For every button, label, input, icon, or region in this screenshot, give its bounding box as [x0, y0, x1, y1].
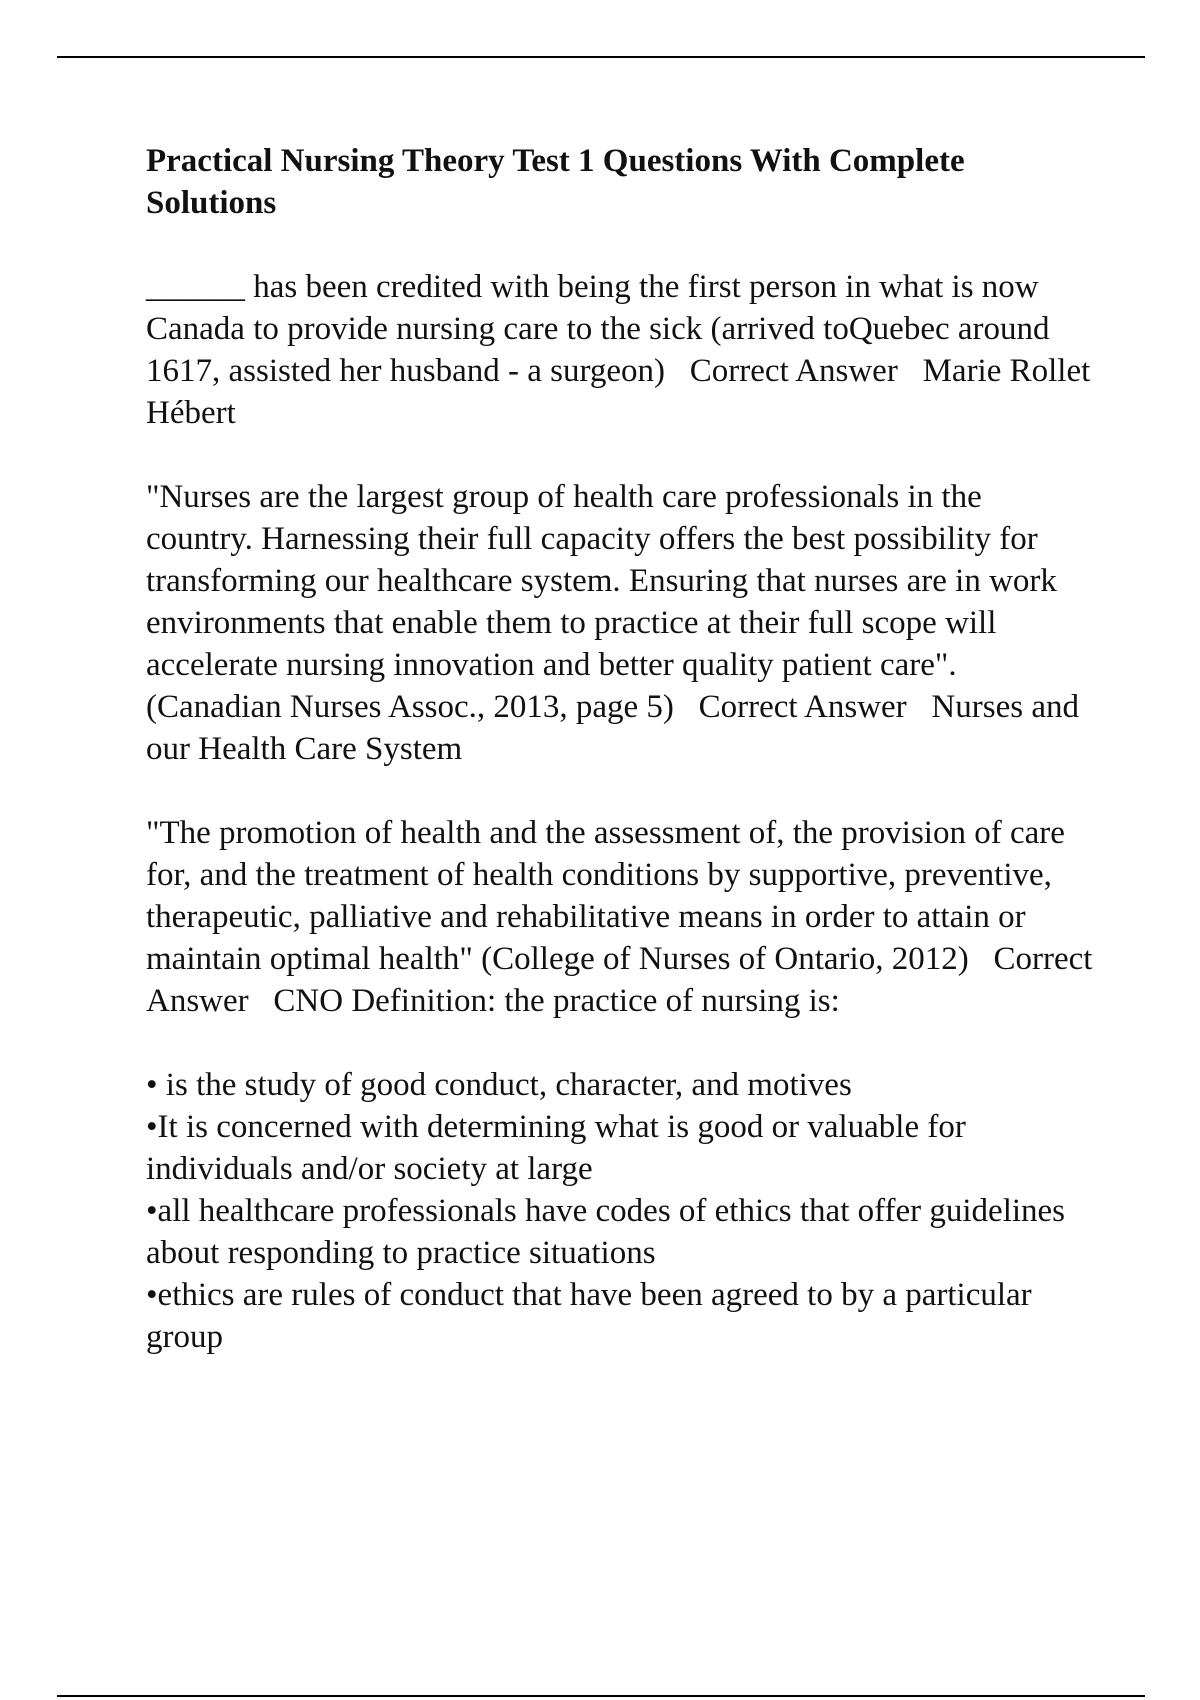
question-text: "The promotion of health and the assessment of, the provision of care for, and the treatment of health conditions by supportive, preventive, therapeutic, palliative and rehabilitative means in order to attain or maintain optimal health" (College of Nurses of Ontario, 2012)	[146, 815, 1074, 977]
bullet-item: • is the study of good conduct, character, and motives	[146, 1067, 852, 1103]
answer-text: CNO Definition: the practice of nursing is:	[273, 983, 840, 1019]
answer-label: Correct Answer	[682, 689, 924, 725]
answer-label: Correct Answer	[673, 353, 915, 389]
document-body	[146, 140, 1099, 1358]
bottom-rule	[57, 1695, 1145, 1697]
top-rule	[57, 56, 1145, 58]
answer-text: Nurses and our Health Care System	[146, 689, 1088, 767]
bullet-item: •ethics are rules of conduct that have been agreed to by a particular group	[146, 1277, 1032, 1355]
bullet-list	[146, 1064, 1096, 1358]
qa-item-3	[146, 812, 1099, 1022]
bullet-item: •all healthcare professionals have codes of ethics that offer guidelines about responding to practice situations	[146, 1193, 1066, 1271]
answer-label: Correct Answer	[146, 941, 1099, 1019]
document-title: Practical Nursing Theory Test 1 Questions With Complete Solutions	[146, 143, 965, 221]
question-text: "Nurses are the largest group of health care professionals in the country. Harnessing their full capacity offers the best possibility for transforming our healthcare system. Ensuring that nurses are in work environments that enable them to practice at their full scope will accelerate nursing innovation and better quality patient care". (Canadian Nurses Assoc., 2013, page 5)	[146, 479, 1066, 725]
answer-text: Marie Rollet Hébert	[146, 353, 1099, 431]
qa-item-2	[146, 476, 1096, 770]
bullet-item: •It is concerned with determining what is good or valuable for individuals and/or society at large	[146, 1109, 966, 1187]
question-text: ______ has been credited with being the first person in what is now Canada to provide nursing care to the sick (arrived toQuebec around 1617, assisted her husband - a surgeon)	[146, 269, 1058, 389]
qa-item-1	[146, 266, 1099, 434]
